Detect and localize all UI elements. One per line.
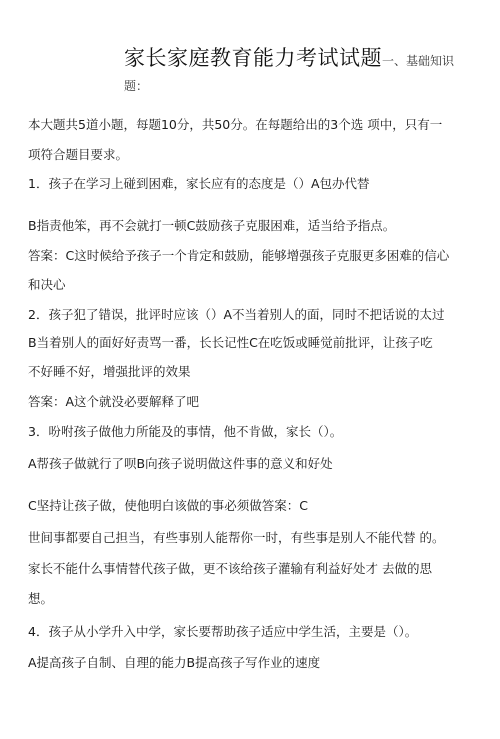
explanation-line: 想。 <box>28 591 54 606</box>
document-title <box>124 44 464 94</box>
option-line: C坚持让孩子做，使他明白该做的事必须做答案：C <box>28 498 308 513</box>
question-line: 3．吩咐孩子做他力所能及的事情，他不肯做，家长（）。 <box>28 424 343 439</box>
question-line: 1．孩子在学习上碰到困难，家长应有的态度是（）A包办代替 <box>28 176 370 191</box>
option-line: A帮孩子做就行了呗B向孩子说明做这件事的意义和好处 <box>28 456 333 471</box>
section-heading: 一、基础知识 <box>382 54 455 68</box>
answer-line: 答案：A这个就没必要解释了吧 <box>28 394 200 409</box>
option-line: B当着别人的面好好责骂一番，长长记性C在吃饭或睡觉前批评，让孩子吃 <box>28 335 433 350</box>
answer-line: 和决心 <box>28 277 66 292</box>
paragraph-line: 本大题共5道小题，每题10分，共50分。在每题给出的3个选 项中，只有一 <box>28 117 443 132</box>
title-text: 家长家庭教育能力考试试题 <box>124 46 382 70</box>
title-continuation: 题： <box>124 79 149 93</box>
option-line: A提高孩子自制、自理的能力B提高孩子写作业的速度 <box>28 655 321 670</box>
paragraph-line: 项符合题目要求。 <box>28 147 129 162</box>
explanation-line: 家长不能什么事情替代孩子做，更不该给孩子灌输有利益好处才 去做的思 <box>28 561 432 576</box>
option-line: B指责他笨，再不会就打一顿C鼓励孩子克服困难，适当给予指点。 <box>28 218 396 233</box>
explanation-line: 世间事都要自己担当，有些事别人能帮你一时，有些事是别人不能代替 的。 <box>28 530 445 545</box>
question-line: 2．孩子犯了错误，批评时应该（）A不当着别人的面，同时不把话说的太过 <box>28 307 445 322</box>
question-line: 4．孩子从小学升入中学，家长要帮助孩子适应中学生活，主要是（）。 <box>28 624 418 639</box>
answer-line: 答案：C这时候给予孩子一个肯定和鼓励，能够增强孩子克服更多困难的信心 <box>28 248 450 263</box>
title-main-line <box>124 44 464 75</box>
option-line: 不好睡不好，增强批评的效果 <box>28 364 191 379</box>
